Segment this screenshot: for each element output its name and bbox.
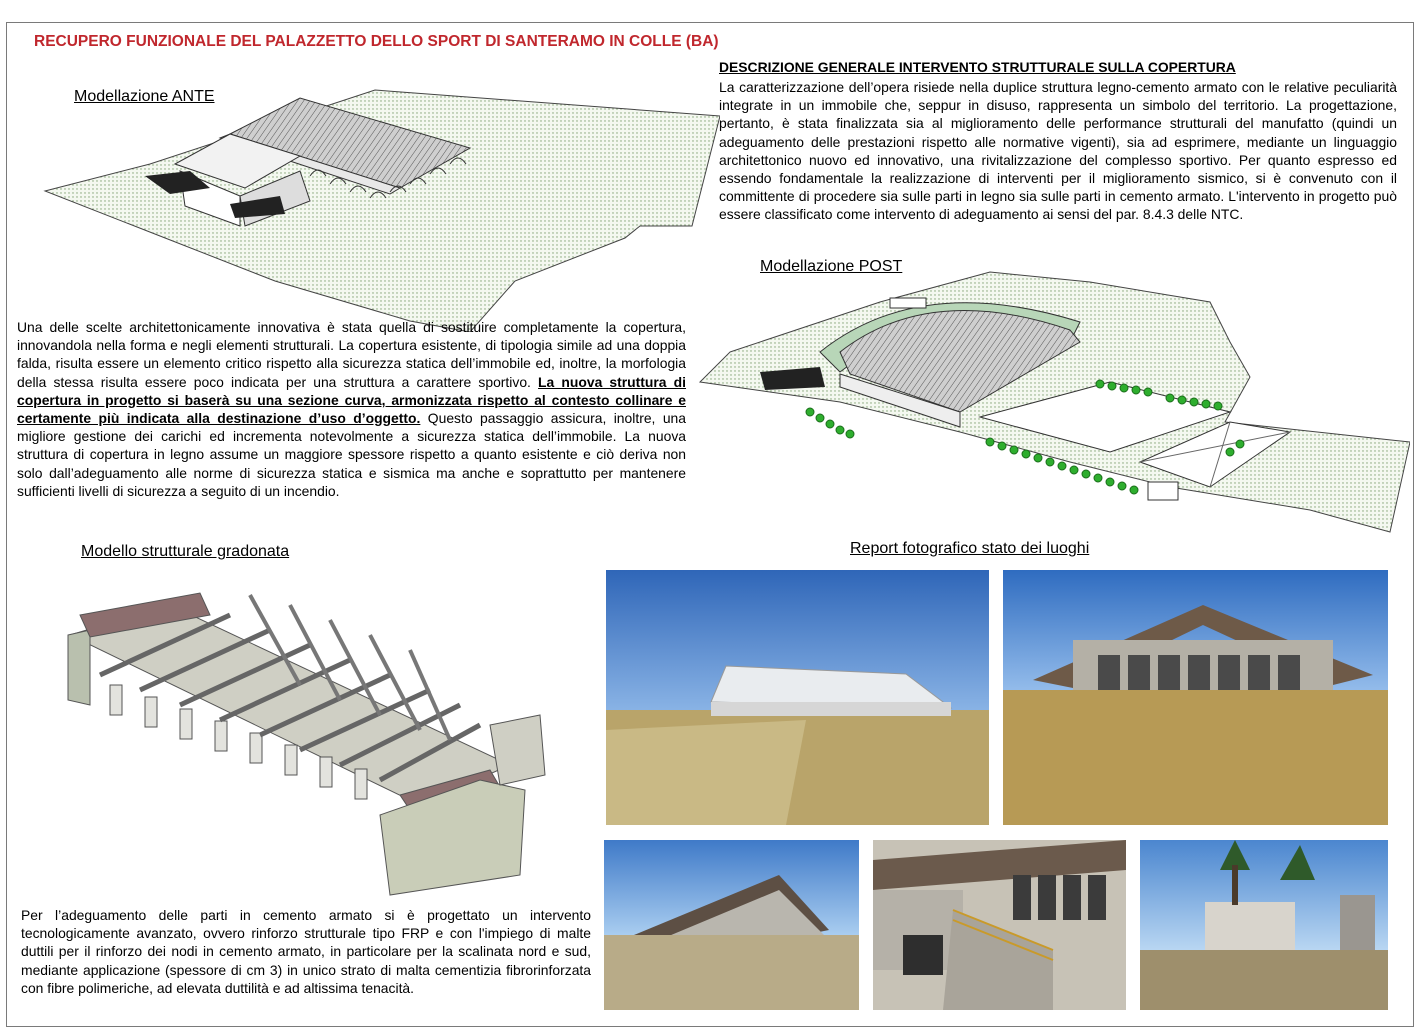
description-text: La caratterizzazione dell’opera risiede nella duplice struttura legno-cemento armato con le relative peculiarità integrate in un immobile che, seppur in disuso, rappresenta un simbolo del territorio. La progettazione, pertanto, è stata finalizzata sia al miglioramento delle performance strutturali del manufatto (quindi un adeguamento delle prestazioni rispetto alle normative vigenti), sia ad esprimere, mediante un linguaggio architettonico nuovo ed innovativo, una rivitalizzazione del complesso sportivo. Per quanto espresso ed essendo fondamentale la realizzazione di interventi per il miglioramento sismico, si è convenuto con il committente di procedere sia sulle parti in legno sia sulle parti in cemento armato. L'intervento in progetto può essere classificato come intervento di adeguamento ai sensi del par. 8.4.3 delle NTC.: [719, 79, 1397, 223]
copertura-paragraph: [17, 318, 686, 500]
gradonata-structural-model: [60, 575, 560, 905]
copertura-text-2: Questo passaggio assicura, inoltre, una migliore gestione dei carichi ed incrementa notevolmente a sicurezza statica dell’immobile. La nuova struttura di copertura in legno assume un maggiore spessore rispetto a quanto esistente e ciò deriva non solo dall’adeguamento alle norme di sicurezza statica e sismica ma anche e soprattutto per mantenere sufficienti livelli di sicurezza a seguito di un incendio.: [17, 410, 687, 499]
photo-5: [1140, 840, 1388, 1010]
page-title: RECUPERO FUNZIONALE DEL PALAZZETTO DELLO SPORT DI SANTERAMO IN COLLE (BA): [34, 33, 719, 50]
photo-3: [604, 840, 859, 1010]
cemento-paragraph: Per l’adeguamento delle parti in cemento armato si è progettato un intervento tecnologicamente avanzato, ovvero rinforzo strutturale tipo FRP e con l'impiego di malte duttili per il rinforzo dei nodi in cemento armato, in particolare per la scalinata nord e sud, mediante applicazione (spessore di cm 3) in unico strato di malta cementizia fibrorinforzata con fibre polimeriche, ad elevata duttilità e ad altissima tenacità.: [21, 907, 591, 996]
ante-model-drawing: [40, 76, 720, 332]
photo-1: [606, 570, 989, 825]
post-model-drawing: [690, 262, 1410, 537]
gradonata-heading: Modello strutturale gradonata: [81, 543, 290, 560]
post-heading: Modellazione POST: [760, 258, 903, 275]
copertura-emphasis: La nuova struttura di copertura in progetto si baserà su una sezione curva, armonizzata rispetto al contesto collinare e certamente più indicata alla destinazione d’uso d’oggetto.: [17, 373, 687, 427]
photo-2: [1003, 570, 1388, 825]
report-heading: Report fotografico stato dei luoghi: [850, 540, 1090, 557]
ante-heading: Modellazione ANTE: [74, 88, 215, 105]
copertura-text-1: Una delle scelte architettonicamente innovativa è stata quella di sostituire completamente la copertura, innovandola nella forma e negli elementi strutturali. La copertura esistente, di tipologia simile ad una doppia falda, risulta essere un elemento critico rispetto alla sicurezza statica dell’immobile ed, inoltre, la morfologia della stessa risulta essere poco indicata per una struttura a carattere sportivo.: [17, 319, 686, 390]
photo-4: [873, 840, 1126, 1010]
description-heading: DESCRIZIONE GENERALE INTERVENTO STRUTTURALE SULLA COPERTURA: [719, 59, 1236, 75]
